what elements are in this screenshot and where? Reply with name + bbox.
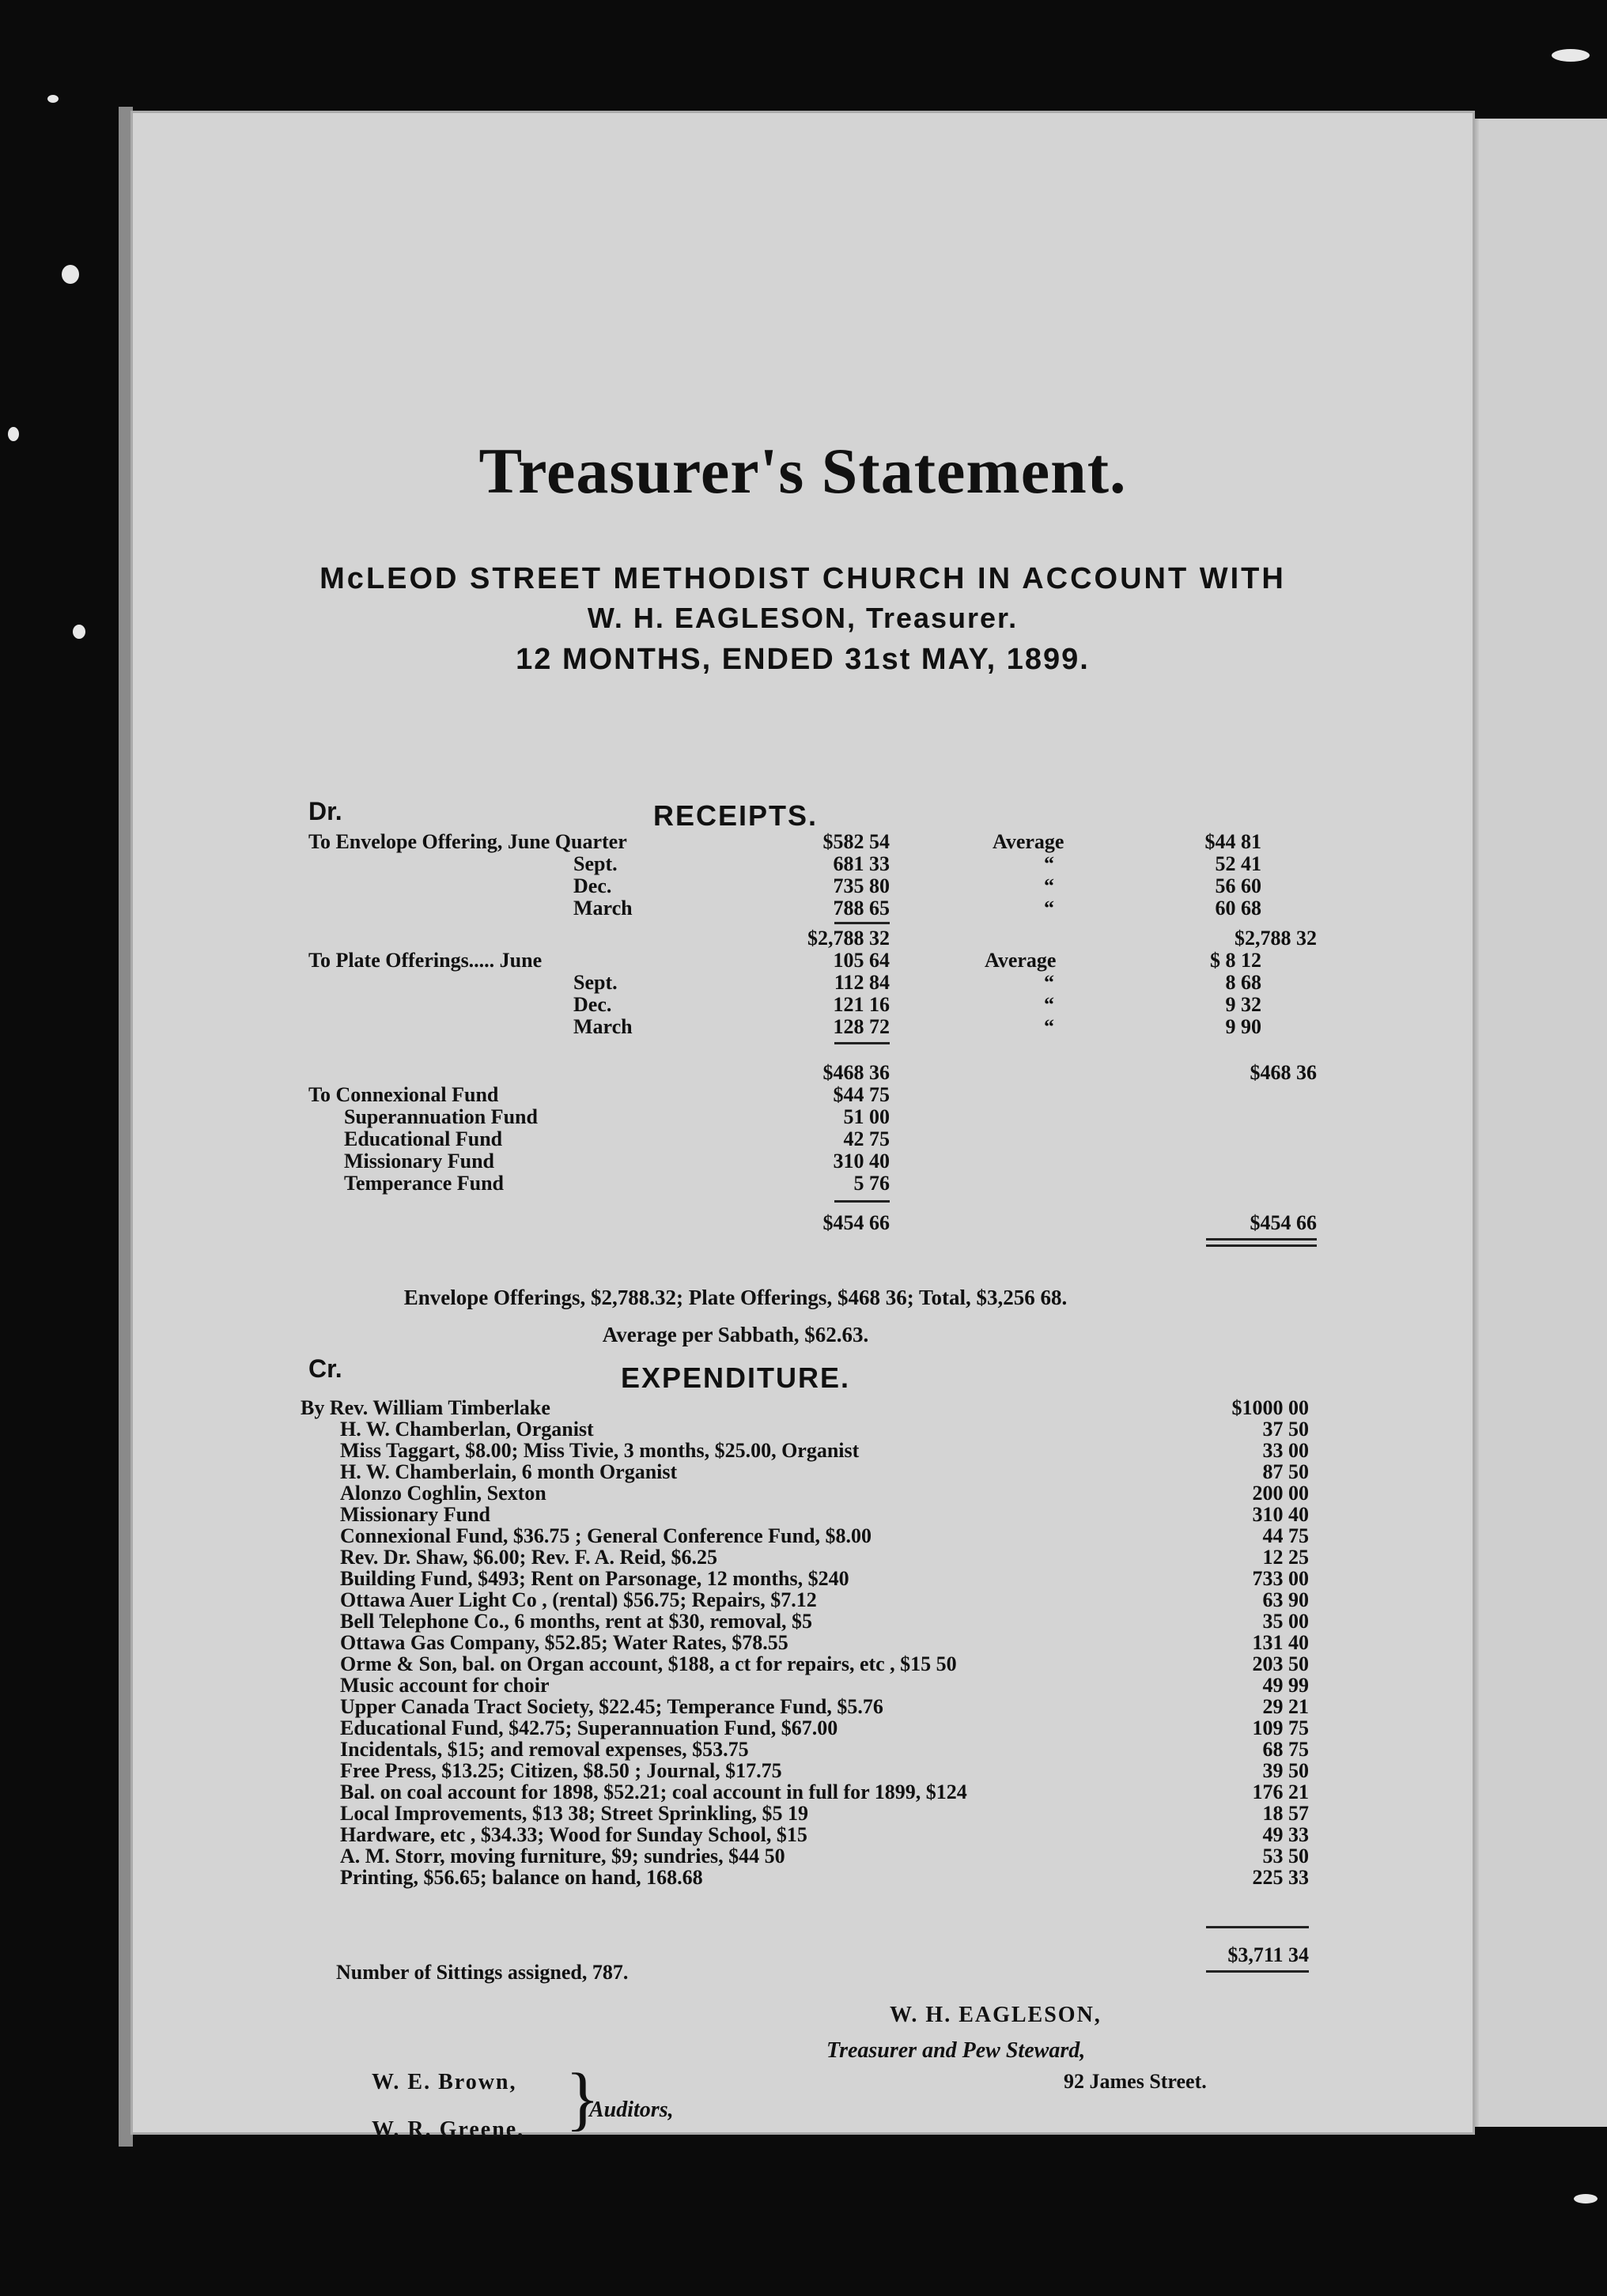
expenditure-row-amount: 87 50 xyxy=(1262,1460,1309,1483)
envelope-row-amount: $582 54 xyxy=(822,830,890,853)
expenditure-row-label: A. M. Storr, moving furniture, $9; sundries, $44 50 xyxy=(340,1845,785,1867)
envelope-row-amount: 735 80 xyxy=(833,874,890,897)
plate-avg-label: Average xyxy=(985,949,1057,972)
plate-row-average: 9 90 xyxy=(1225,1015,1261,1038)
signer-title: Treasurer and Pew Steward, xyxy=(826,2038,1086,2063)
fund-row-amount: $44 75 xyxy=(833,1083,890,1106)
expenditure-heading: EXPENDITURE. xyxy=(620,1361,851,1394)
fund-row-label: Missionary Fund xyxy=(344,1150,494,1173)
envelope-avg-label: “ xyxy=(1044,874,1054,897)
signer-name: W. H. EAGLESON, xyxy=(890,2003,1102,2027)
statement-page xyxy=(130,111,1475,2142)
envelope-row-average: 52 41 xyxy=(1215,852,1261,875)
page-title: Treasurer's Statement. xyxy=(478,435,1127,507)
fund-row-amount: 310 40 xyxy=(833,1150,890,1173)
expenditure-row-label: Ottawa Auer Light Co , (rental) $56.75; Repairs, $7.12 xyxy=(340,1588,817,1611)
header-line-3: 12 MONTHS, ENDED 31st MAY, 1899. xyxy=(516,643,1090,676)
expenditure-row-label: Upper Canada Tract Society, $22.45; Temperance Fund, $5.76 xyxy=(340,1695,883,1718)
expenditure-row-label: Printing, $56.65; balance on hand, 168.68 xyxy=(340,1866,703,1889)
expenditure-row-label: H. W. Chamberlain, 6 month Organist xyxy=(340,1460,678,1483)
plate-row-average: 9 32 xyxy=(1225,993,1261,1016)
expenditure-row-amount: 63 90 xyxy=(1262,1588,1309,1611)
expenditure-row-label: Free Press, $13.25; Citizen, $8.50 ; Journal, $17.75 xyxy=(340,1759,782,1782)
fund-row-label: Temperance Fund xyxy=(344,1172,504,1195)
plate-row-label: Sept. xyxy=(573,971,618,994)
plate-row-amount: 121 16 xyxy=(833,993,890,1016)
expenditure-row-amount: 44 75 xyxy=(1262,1524,1309,1547)
envelope-total: $2,788 32 xyxy=(1235,927,1317,950)
receipts-summary-1: Envelope Offerings, $2,788.32; Plate Offerings, $468 36; Total, $3,256 68. xyxy=(403,1286,1068,1309)
expenditure-row-amount: 225 33 xyxy=(1252,1866,1309,1889)
envelope-avg-label: “ xyxy=(1044,897,1054,920)
dust-speck xyxy=(62,265,79,284)
expenditure-row-amount: 310 40 xyxy=(1252,1503,1309,1526)
fund-row-label: Superannuation Fund xyxy=(344,1105,538,1128)
expenditure-row-amount: 131 40 xyxy=(1252,1631,1309,1654)
plate-row-amount: 128 72 xyxy=(833,1015,890,1038)
expenditure-row-amount: 203 50 xyxy=(1252,1652,1309,1675)
expenditure-row-amount: $1000 00 xyxy=(1231,1396,1309,1419)
expenditure-row-label: Hardware, etc , $34.33; Wood for Sunday School, $15 xyxy=(340,1823,807,1846)
envelope-row-label: March xyxy=(573,897,633,920)
envelope-row-amount: 681 33 xyxy=(833,852,890,875)
envelope-row-label: Dec. xyxy=(573,874,612,897)
expenditure-row-amount: 68 75 xyxy=(1262,1738,1309,1761)
expenditure-total: $3,711 34 xyxy=(1227,1943,1309,1966)
plate-row-average: 8 68 xyxy=(1225,971,1261,994)
envelope-row-label: Sept. xyxy=(573,852,618,875)
expenditure-row-amount: 200 00 xyxy=(1252,1482,1309,1505)
expenditure-row-label: Orme & Son, bal. on Organ account, $188, a ct for repairs, etc , $15 50 xyxy=(340,1652,957,1675)
fund-row-label: To Connexional Fund xyxy=(308,1083,499,1106)
expenditure-row-amount: 53 50 xyxy=(1262,1845,1309,1867)
expenditure-row-amount: 109 75 xyxy=(1252,1716,1309,1739)
envelope-row-average: 56 60 xyxy=(1215,874,1261,897)
expenditure-row-label: Ottawa Gas Company, $52.85; Water Rates, $78.55 xyxy=(340,1631,788,1654)
dr-label: Dr. xyxy=(308,797,342,825)
double-rule xyxy=(1206,1244,1317,1247)
expenditure-row-label: H. W. Chamberlan, Organist xyxy=(340,1418,594,1441)
expenditure-row-label: Music account for choir xyxy=(340,1674,550,1697)
expenditure-row-amount: 733 00 xyxy=(1252,1567,1309,1590)
fund-row-amount: 5 76 xyxy=(853,1172,890,1195)
fund-row-label: Educational Fund xyxy=(344,1127,503,1150)
subtotal-rule xyxy=(834,1042,890,1044)
expenditure-row-amount: 29 21 xyxy=(1262,1695,1309,1718)
fund-subtotal: $454 66 xyxy=(822,1211,890,1234)
expenditure-row-label: Missionary Fund xyxy=(340,1503,490,1526)
header-line-2: W. H. EAGLESON, Treasurer. xyxy=(587,602,1019,634)
expenditure-row-amount: 12 25 xyxy=(1262,1546,1309,1569)
expenditure-row-amount: 176 21 xyxy=(1252,1781,1309,1803)
expenditure-row-amount: 35 00 xyxy=(1262,1610,1309,1633)
total-rule xyxy=(1206,1926,1309,1928)
dust-speck xyxy=(8,427,19,441)
plate-row-label: March xyxy=(573,1015,633,1038)
plate-avg-label: “ xyxy=(1044,993,1054,1016)
expenditure-row-label: Connexional Fund, $36.75 ; General Conference Fund, $8.00 xyxy=(340,1524,872,1547)
expenditure-row-amount: 39 50 xyxy=(1262,1759,1309,1782)
receipts-heading: RECEIPTS. xyxy=(652,799,819,832)
envelope-row-average: 60 68 xyxy=(1215,897,1261,920)
expenditure-row-label: Educational Fund, $42.75; Superannuation Fund, $67.00 xyxy=(340,1716,838,1739)
expenditure-row-amount: 37 50 xyxy=(1262,1418,1309,1441)
expenditure-row-amount: 49 33 xyxy=(1262,1823,1309,1846)
plate-avg-label: “ xyxy=(1044,1015,1054,1038)
envelope-avg-label: Average xyxy=(993,830,1064,853)
fund-row-amount: 51 00 xyxy=(843,1105,890,1128)
plate-total: $468 36 xyxy=(1250,1061,1317,1084)
plate-subtotal: $468 36 xyxy=(822,1061,890,1084)
expenditure-row-label: Rev. Dr. Shaw, $6.00; Rev. F. A. Reid, $6.25 xyxy=(340,1546,717,1569)
auditors-label: Auditors, xyxy=(589,2098,674,2122)
plate-row-label: Dec. xyxy=(573,993,612,1016)
double-rule xyxy=(1206,1238,1317,1241)
fund-total: $454 66 xyxy=(1250,1211,1317,1234)
envelope-row-label: To Envelope Offering, June Quarter xyxy=(308,830,627,853)
plate-row-amount: 112 84 xyxy=(834,971,890,994)
dust-speck xyxy=(47,95,59,103)
plate-avg-label: “ xyxy=(1044,971,1054,994)
plate-row-label: To Plate Offerings..... June xyxy=(308,949,543,972)
expenditure-row-amount: 49 99 xyxy=(1262,1674,1309,1697)
expenditure-row-label: Incidentals, $15; and removal expenses, $53.75 xyxy=(340,1738,749,1761)
subtotal-rule xyxy=(834,1200,890,1203)
signer-address: 92 James Street. xyxy=(1064,2070,1207,2093)
plate-row-amount: 105 64 xyxy=(833,949,890,972)
dust-speck xyxy=(73,625,85,639)
expenditure-row-label: By Rev. William Timberlake xyxy=(301,1396,550,1419)
plate-row-average: $ 8 12 xyxy=(1210,949,1261,972)
facing-page xyxy=(1479,119,1607,2127)
auditor-2: W. R. Greene, xyxy=(372,2117,525,2142)
envelope-avg-label: “ xyxy=(1044,852,1054,875)
expenditure-row-label: Alonzo Coghlin, Sexton xyxy=(340,1482,546,1505)
envelope-row-amount: 788 65 xyxy=(833,897,890,920)
auditor-brace: } xyxy=(565,2060,600,2138)
expenditure-row-amount: 33 00 xyxy=(1262,1439,1309,1462)
expenditure-row-label: Building Fund, $493; Rent on Parsonage, 12 months, $240 xyxy=(340,1567,849,1590)
receipts-summary-2: Average per Sabbath, $62.63. xyxy=(602,1323,869,1346)
header-line-1: McLEOD STREET METHODIST CHURCH IN ACCOUNT WITH xyxy=(320,562,1286,595)
expenditure-row-label: Local Improvements, $13 38; Street Sprinkling, $5 19 xyxy=(340,1802,808,1825)
dust-speck xyxy=(1574,2194,1598,2203)
expenditure-row-label: Miss Taggart, $8.00; Miss Tivie, 3 months, $25.00, Organist xyxy=(340,1439,860,1462)
total-rule xyxy=(1206,1970,1309,1973)
subtotal-rule xyxy=(834,922,890,924)
fund-row-amount: 42 75 xyxy=(843,1127,890,1150)
sittings-note: Number of Sittings assigned, 787. xyxy=(336,1961,629,1984)
expenditure-row-amount: 18 57 xyxy=(1262,1802,1309,1825)
expenditure-row-label: Bell Telephone Co., 6 months, rent at $30, removal, $5 xyxy=(340,1610,813,1633)
auditor-1: W. E. Brown, xyxy=(372,2070,517,2094)
dust-speck xyxy=(1552,49,1590,62)
envelope-row-average: $44 81 xyxy=(1204,830,1261,853)
expenditure-row-label: Bal. on coal account for 1898, $52.21; coal account in full for 1899, $124 xyxy=(340,1781,967,1803)
envelope-subtotal: $2,788 32 xyxy=(807,927,890,950)
cr-label: Cr. xyxy=(308,1354,342,1383)
